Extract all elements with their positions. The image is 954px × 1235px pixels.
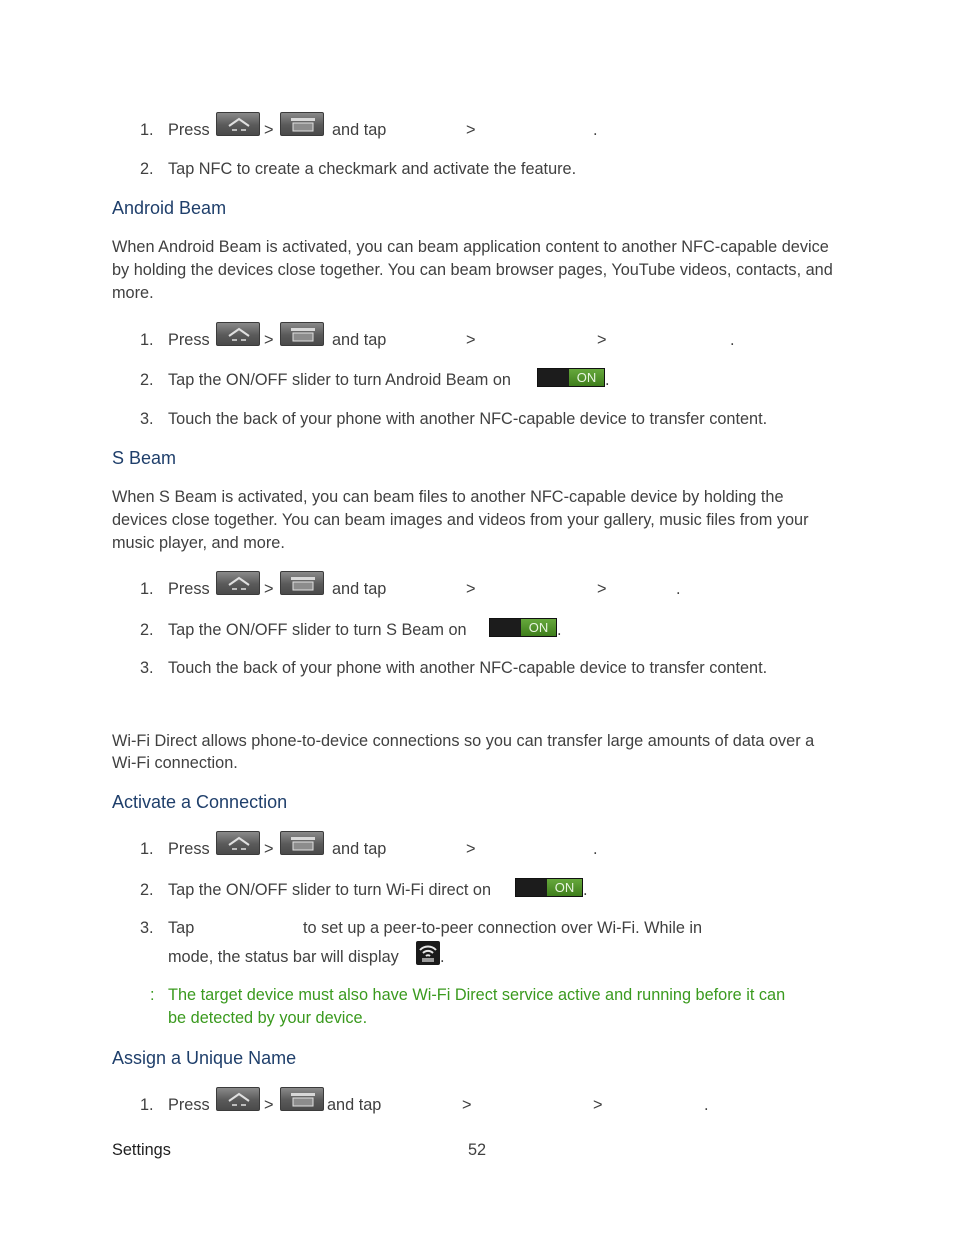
on-off-slider-icon — [489, 618, 557, 637]
period: . — [593, 840, 598, 858]
menu-key-icon — [280, 1087, 324, 1111]
step-text: and tap — [332, 580, 387, 598]
slider-on-label: ON — [547, 879, 582, 896]
separator: > — [264, 331, 274, 349]
period: . — [593, 121, 598, 139]
section-paragraph: When S Beam is activated, you can beam files to another NFC-capable device by holding the devices close together. You can beam images and videos from your gallery, music files from your music player, and more. — [112, 488, 809, 552]
section-paragraph: Wi-Fi Direct allows phone-to-device connections so you can transfer large amounts of data over a Wi-Fi connection. — [112, 732, 815, 772]
footer-page-number: 52 — [468, 1141, 487, 1159]
home-key-icon — [216, 112, 260, 136]
step-number: 3. — [140, 919, 154, 937]
footer-section-name: Settings — [112, 1141, 171, 1159]
section-heading: S Beam — [112, 448, 177, 468]
slider-on-label: ON — [521, 619, 556, 636]
home-key-icon — [216, 571, 260, 595]
step-number: 2. — [140, 621, 154, 639]
section-heading: Activate a Connection — [112, 792, 288, 812]
step-text: Press — [168, 580, 210, 598]
period: . — [440, 948, 445, 966]
step-text: Touch the back of your phone with another NFC-capable device to transfer content. — [168, 410, 768, 428]
step-text: and tap — [332, 121, 387, 139]
section-heading: Android Beam — [112, 198, 227, 218]
step-number: 3. — [140, 410, 154, 428]
step-number: 1. — [140, 331, 154, 349]
step-text: and tap — [332, 840, 387, 858]
note-marker: : — [150, 986, 155, 1004]
step-text: Tap — [168, 919, 195, 937]
section-paragraph: When Android Beam is activated, you can beam application content to another NFC-capable device by holding the devices close together. You can beam browser pages, YouTube videos, contacts, and more. — [112, 238, 833, 302]
separator: > — [466, 580, 476, 598]
wifi-direct-status-icon — [416, 941, 440, 965]
step-number: 1. — [140, 121, 154, 139]
step-text: Press — [168, 331, 210, 349]
step-number: 3. — [140, 659, 154, 677]
separator: > — [597, 580, 607, 598]
period: . — [730, 331, 735, 349]
note-text: be detected by your device. — [168, 1009, 368, 1027]
step-number: 1. — [140, 580, 154, 598]
step-text: Tap the ON/OFF slider to turn Android Beam on — [168, 371, 511, 389]
step-text: and tap — [332, 331, 387, 349]
step-number: 1. — [140, 1096, 154, 1114]
on-off-slider-icon — [537, 368, 605, 387]
separator: > — [264, 840, 274, 858]
separator: > — [264, 121, 274, 139]
separator: > — [593, 1096, 603, 1114]
section-heading: Assign a Unique Name — [112, 1048, 297, 1068]
period: . — [704, 1096, 709, 1114]
separator: > — [466, 121, 476, 139]
note-text: The target device must also have Wi-Fi Direct service active and running before it can — [168, 986, 786, 1004]
step-text: Press — [168, 121, 210, 139]
step-text: Touch the back of your phone with another NFC-capable device to transfer content. — [168, 659, 768, 677]
on-off-slider-icon — [515, 878, 583, 897]
menu-key-icon — [280, 112, 324, 136]
separator: > — [264, 580, 274, 598]
step-text: Tap the ON/OFF slider to turn S Beam on — [168, 621, 467, 639]
step-text: Press — [168, 1096, 210, 1114]
menu-key-icon — [280, 322, 324, 346]
step-text: Tap the ON/OFF slider to turn Wi-Fi direct on — [168, 881, 492, 899]
step-number: 2. — [140, 371, 154, 389]
separator: > — [466, 840, 476, 858]
period: . — [557, 621, 562, 639]
step-number: 1. — [140, 840, 154, 858]
separator: > — [466, 331, 476, 349]
period: . — [605, 371, 610, 389]
separator: > — [597, 331, 607, 349]
menu-key-icon — [280, 831, 324, 855]
separator: > — [462, 1096, 472, 1114]
separator: > — [264, 1096, 274, 1114]
step-text: to set up a peer-to-peer connection over Wi-Fi. While in — [303, 919, 703, 937]
slider-on-label: ON — [569, 369, 604, 386]
period: . — [676, 580, 681, 598]
step-number: 2. — [140, 160, 154, 178]
home-key-icon — [216, 322, 260, 346]
step-text: Press — [168, 840, 210, 858]
period: . — [583, 881, 588, 899]
home-key-icon — [216, 831, 260, 855]
step-text: mode, the status bar will display — [168, 948, 399, 966]
step-number: 2. — [140, 881, 154, 899]
menu-key-icon — [280, 571, 324, 595]
step-text: Tap NFC to create a checkmark and activate the feature. — [168, 160, 577, 178]
home-key-icon — [216, 1087, 260, 1111]
step-text: and tap — [327, 1096, 382, 1114]
